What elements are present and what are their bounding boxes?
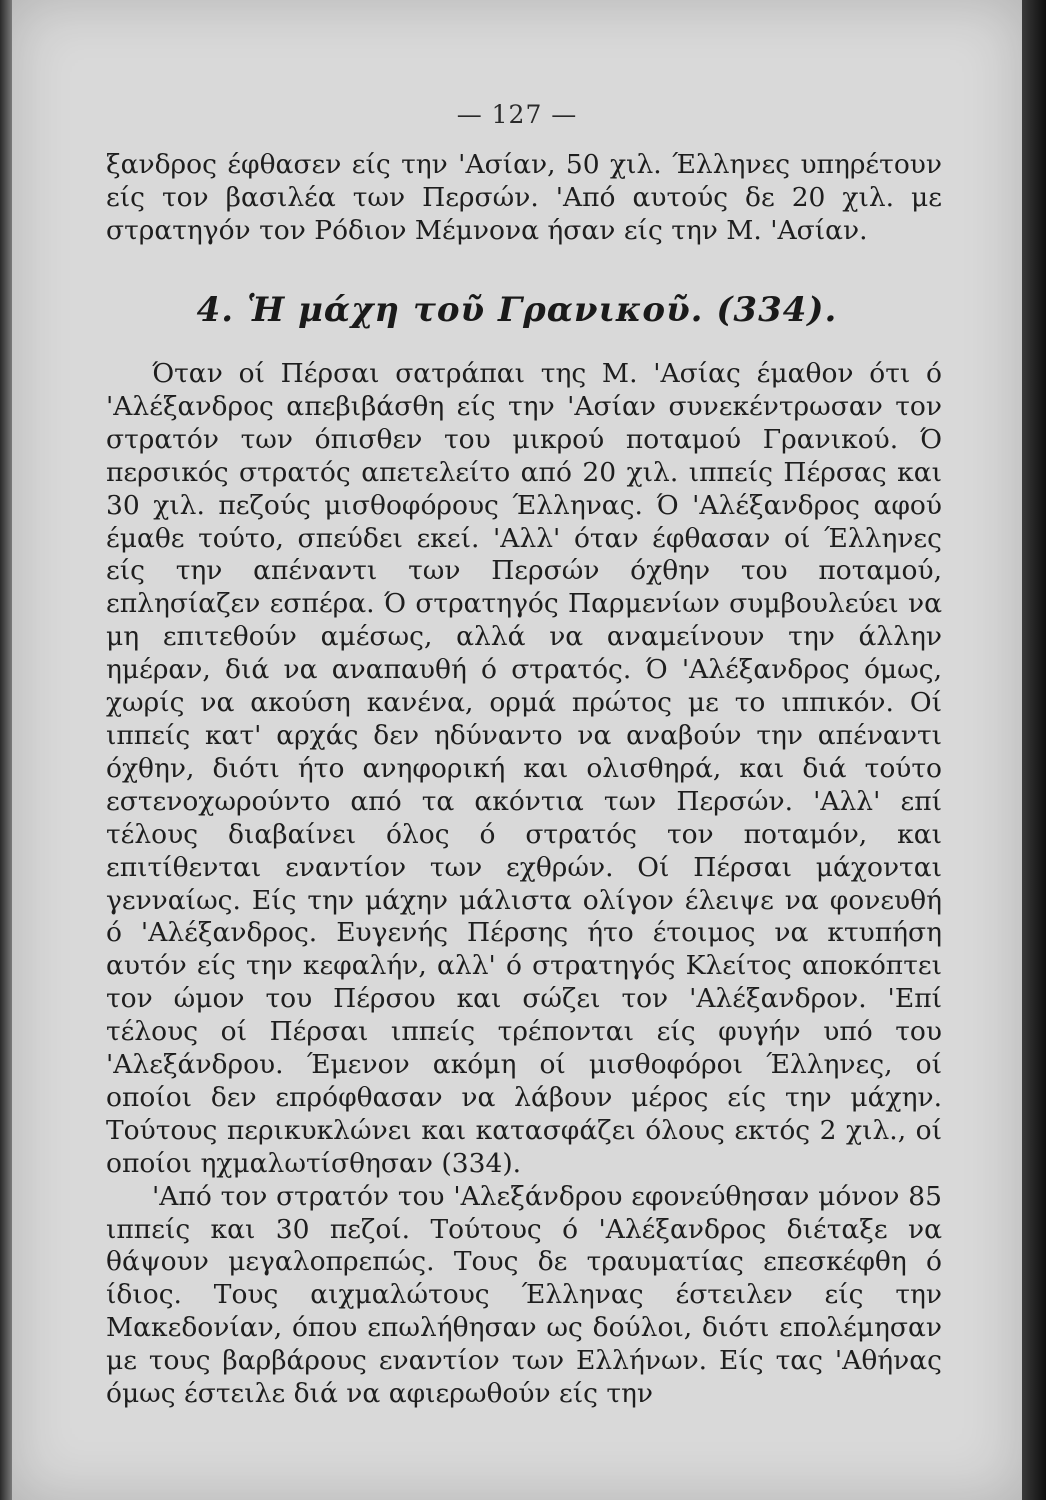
page-number: — 127 —: [456, 100, 578, 129]
book-page: [12, 0, 1022, 1500]
section-heading: 4. Ἡ μάχη τοῦ Γρανικοῦ. (334).: [196, 290, 838, 330]
book-gutter-shadow: [0, 0, 12, 1500]
intro-text-block: [106, 148, 942, 247]
main-text-block: [106, 358, 942, 1411]
paragraph-battle: Όταν οί Πέρσαι σατράπαι της Μ. 'Ασίας έμαθον ότι ό 'Αλέξανδρος απεβιβάσθη είς την 'Ασίαν συνεκέντρωσαν τον στρατόν των όπισθεν του μικρού ποταμού Γρανικού. Ό περσικός στρατός απετελείτο από 20 χιλ. ιππείς Πέρσας και 30 χιλ. πεζούς μισθοφόρους Έλληνας. Ό 'Αλέξανδρος αφού έμαθε τούτο, σπεύδει εκεί. 'Αλλ' όταν έφθασαν οί Έλληνες είς την απέναντι των Περσών όχθην του ποταμού, επλησίαζεν εσπέρα. Ό στρατηγός Παρμενίων συμβουλεύει να μη επιτεθούν αμέσως, αλλά να αναμείνουν την άλλην ημέραν, διά να αναπαυθή ό στρατός. Ό 'Αλέξανδρος όμως, χωρίς να ακούση κανένα, ορμά πρώτος με το ιππικόν. Οί ιππείς κατ' αρχάς δεν ηδύναντο να αναβούν την απέναντι όχθην, διότι ήτο ανηφορική και ολισθηρά, και διά τούτο εστενοχωρούντο από τα ακόντια των Περσών. 'Αλλ' επί τέλους διαβαίνει όλος ό στρατός τον ποταμόν, και επιτίθενται εναντίον των εχθρών. Οί Πέρσαι μάχονται γενναίως. Είς την μάχην μάλιστα ολίγον έλειψε να φονευθή ό 'Αλέξανδρος. Ευγενής Πέρσης ήτο έτοιμος να κτυπήση αυτόν είς την κεφαλήν, αλλ' ό στρατηγός Κλείτος αποκόπτει τον ώμον του Πέρσου και σώζει τον 'Αλέξανδρον. 'Επί τέλους οί Πέρσαι ιππείς τρέπονται είς φυγήν υπό του 'Αλεξάνδρου. Έμενον ακόμη οί μισθοφόροι Έλληνες, οί οποίοι δεν επρόφθασαν να λάβουν μέρος είς την μάχην. Τούτους περικυκλώνει και κατασφάζει όλους εκτός 2 χιλ., οί οποίοι ηχμαλωτίσθησαν (334).: [106, 358, 942, 1179]
intro-paragraph: ξανδρος έφθασεν είς την 'Ασίαν, 50 χιλ. Έλληνες υπηρέτουν είς τον βασιλέα των Περσών. 'Από αυτούς δε 20 χιλ. με στρατηγόν τον Ρόδιον Μέμνονα ήσαν είς την Μ. 'Ασίαν.: [106, 149, 942, 246]
paragraph-aftermath: 'Από τον στρατόν του 'Αλεξάνδρου εφονεύθησαν μόνον 85 ιππείς και 30 πεζοί. Τούτους ό 'Αλέξανδρος διέταξε να θάψουν μεγαλοπρεπώς. Τους δε τραυματίας επεσκέφθη ό ίδιος. Τους αιχμαλώτους Έλληνας έστειλεν είς την Μακεδονίαν, όπου επωλήθησαν ως δούλοι, διότι επολέμησαν με τους βαρβάρους εναντίον των Ελλήνων. Είς τας 'Αθήνας όμως έστειλε διά να αφιερωθούν είς την: [106, 1180, 942, 1410]
book-edge-shadow: [1022, 0, 1046, 1500]
